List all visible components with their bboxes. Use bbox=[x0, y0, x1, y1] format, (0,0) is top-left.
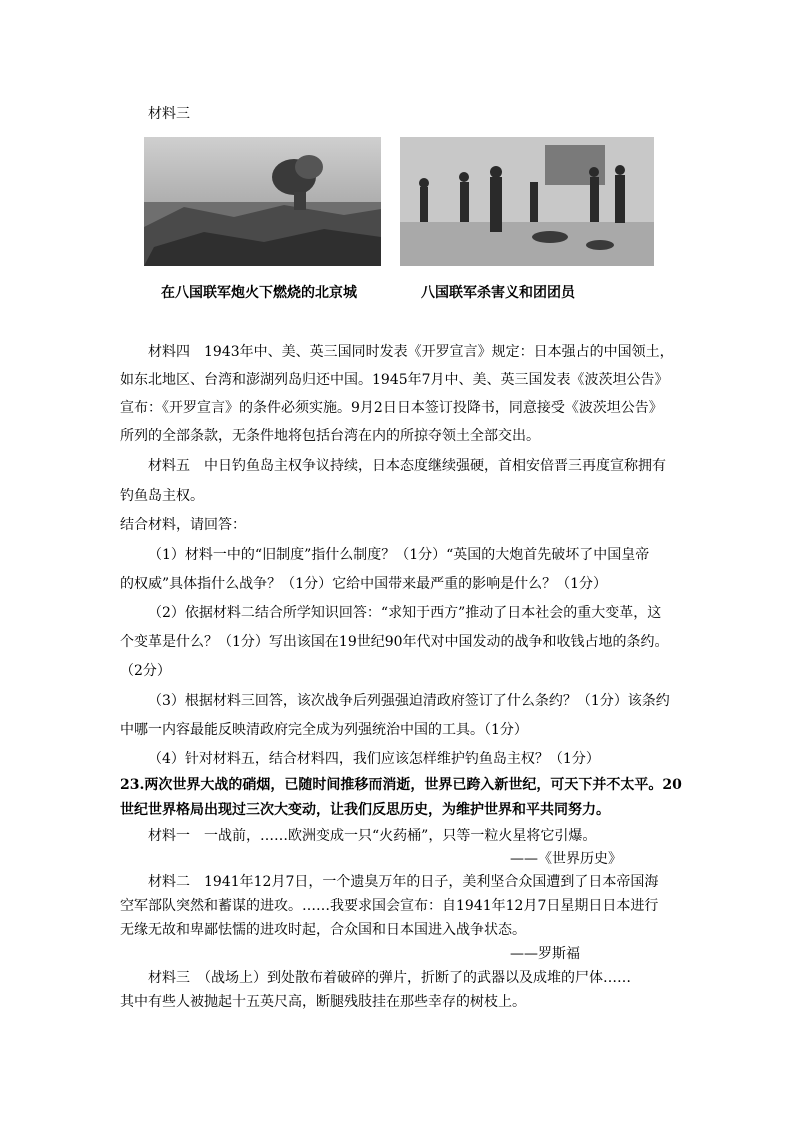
execution-scene-photo bbox=[400, 137, 654, 266]
material-three-heading: 材料三 bbox=[148, 106, 190, 122]
text-line: 其中有些人被抛起十五英尺高，断腿残肢挂在那些幸存的树枝上。 bbox=[120, 994, 526, 1010]
question-23-heading: 世纪世界格局出现过三次大变动，让我们反思历史，为维护世界和平共同努力。 bbox=[120, 802, 610, 818]
question-1-line: 的权威”具体指什么战争？（1分）它给中国带来最严重的影响是什么？（1分） bbox=[120, 576, 607, 592]
text-line: 宣布：《开罗宣言》的条件必须实施。9月2日日本签订投降书，同意接受《波茨坦公告》 bbox=[120, 400, 663, 416]
text-line: 材料三 （战场上）到处散布着破碎的弹片，折断了的武器以及成堆的尸体…… bbox=[148, 970, 631, 986]
text-line: 结合材料，请回答： bbox=[120, 517, 246, 533]
text-line: 钓鱼岛主权。 bbox=[120, 488, 204, 504]
question-2-line: 个变革是什么？（1分）写出该国在19世纪90年代对中国发动的战争和收钱占地的条约。 bbox=[120, 634, 669, 650]
text-line: 材料五 中日钓鱼岛主权争议持续，日本态度继续强硬，首相安倍晋三再度宣称拥有 bbox=[148, 458, 666, 474]
text-line: 无缘无故和卑鄙怯懦的进攻时起，合众国和日本国进入战争状态。 bbox=[120, 922, 526, 938]
question-2-line: （2分） bbox=[120, 663, 171, 679]
question-3-line: （3）根据材料三回答，该次战争后列强强迫清政府签订了什么条约？（1分）该条约 bbox=[148, 693, 670, 709]
source-attribution: ——罗斯福 bbox=[510, 946, 580, 962]
text-line: 所列的全部条款，无条件地将包括台湾在内的所掠夺领土全部交出。 bbox=[120, 428, 540, 444]
question-1-line: （1）材料一中的“旧制度”指什么制度？（1分）“英国的大炮首先破坏了中国皇帝 bbox=[148, 547, 650, 563]
text-line: 如东北地区、台湾和澎湖列岛归还中国。1945年7月中、美、英三国发表《波茨坦公告》 bbox=[120, 372, 669, 388]
burning-city-photo bbox=[144, 137, 381, 266]
question-4-line: （4）针对材料五，结合材料四，我们应该怎样维护钓鱼岛主权？（1分） bbox=[148, 751, 600, 767]
photo-caption-execution: 八国联军杀害义和团团员 bbox=[421, 285, 575, 301]
source-attribution: ——《世界历史》 bbox=[510, 851, 622, 867]
text-line: 空军部队突然和蓄谋的进攻。……我要求国会宣布：自1941年12月7日星期日日本进行 bbox=[120, 898, 659, 914]
text-line: 材料一 一战前，……欧洲变成一只“火药桶”，只等一粒火星将它引爆。 bbox=[148, 828, 597, 844]
text-line: 材料四 1943年中、美、英三国同时发表《开罗宣言》规定：日本强占的中国领土， bbox=[148, 344, 674, 360]
question-2-line: （2）依据材料二结合所学知识回答：“求知于西方”推动了日本社会的重大变革，这 bbox=[148, 605, 662, 621]
text-line: 材料二 1941年12月7日，一个遗臭万年的日子，美利坚合众国遭到了日本帝国海 bbox=[148, 874, 659, 890]
question-3-line: 中哪一内容最能反映清政府完全成为列强统治中国的工具。（1分） bbox=[120, 722, 528, 738]
question-23-heading: 23.两次世界大战的硝烟，已随时间推移而消逝，世界已跨入新世纪，可天下并不太平。20 bbox=[120, 777, 682, 793]
photo-caption-burning-city: 在八国联军炮火下燃烧的北京城 bbox=[161, 285, 357, 301]
